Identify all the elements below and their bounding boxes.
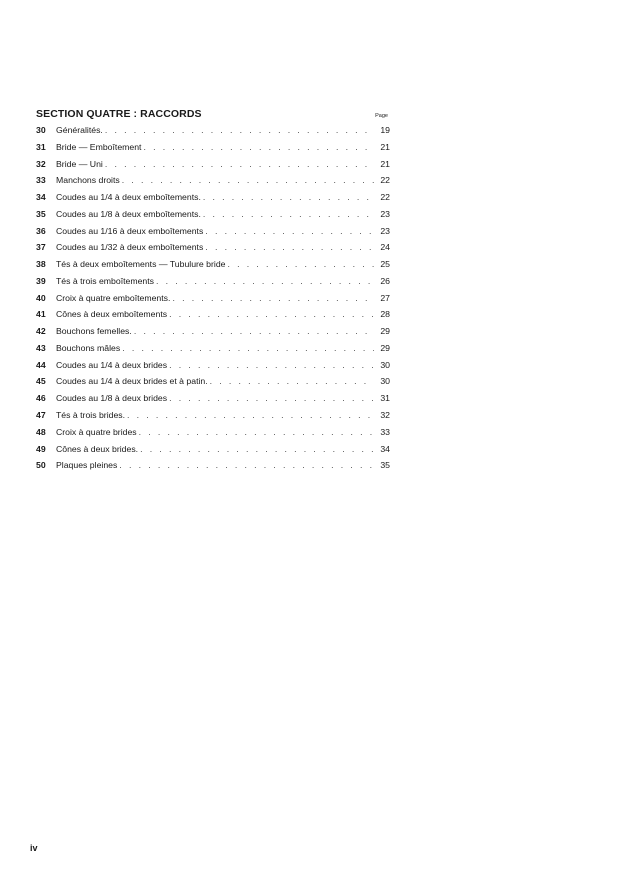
dot-leader [139,427,374,437]
entry-page-number: 21 [380,158,390,169]
entry-number: 45 [36,376,46,387]
dot-leader [105,159,374,169]
dot-leader [140,444,374,454]
dot-leader [156,276,374,286]
entry-title: Cônes à deux emboîtements [56,309,168,320]
entry-page-number: 19 [380,125,390,135]
dot-leader [172,293,374,303]
dot-leader [134,326,374,336]
toc-entry [36,142,390,159]
entry-page-number: 24 [380,242,390,253]
dot-leader [143,142,374,152]
toc-entry [36,175,390,192]
page-column-header: Page [375,113,388,119]
entry-page-number: 25 [380,259,390,270]
toc-list [36,125,390,477]
toc-entry [36,293,390,310]
toc-entry [36,259,390,276]
dot-leader [119,460,374,470]
entry-title: Bouchons mâles [56,342,121,353]
entry-page-number: 23 [380,208,390,219]
entry-title: Croix à quatre brides [56,426,137,437]
entry-page-number: 34 [380,443,390,454]
entry-number: 40 [36,292,46,303]
dot-leader [122,175,374,185]
entry-page-number: 23 [380,225,390,236]
dot-leader [169,309,374,319]
toc-entry [36,360,390,377]
entry-title: Coudes au 1/4 à deux brides [56,359,168,370]
toc-entry [36,309,390,326]
dot-leader [122,343,374,353]
entry-number: 48 [36,426,46,437]
section-title: SECTION QUATRE : RACCORDS [36,108,202,120]
dot-leader [169,393,374,403]
toc-entry [36,276,390,293]
entry-page-number: 26 [380,275,390,286]
dot-leader [105,125,374,135]
entry-page-number: 30 [380,359,390,370]
entry-title: Croix à quatre emboîtements. [56,292,171,303]
entry-title: Tés à trois emboîtements [56,275,155,286]
toc-entry [36,226,390,243]
entry-title: Bride — Emboîtement [56,141,142,152]
toc-entry [36,460,390,477]
toc-entry [36,125,390,142]
toc-entry [36,192,390,209]
page-folio: iv [30,843,38,853]
entry-title: Coudes au 1/16 à deux emboîtements [56,225,204,236]
entry-page-number: 31 [380,393,390,404]
entry-page-number: 28 [380,309,390,320]
entry-number: 35 [36,208,46,219]
entry-number: 41 [36,309,46,320]
entry-page-number: 29 [380,326,390,337]
entry-title: Bouchons femelles. [56,326,132,337]
dot-leader [203,209,374,219]
entry-title: Plaques pleines [56,460,118,471]
toc-header [36,108,390,125]
dot-leader [127,410,374,420]
entry-number: 30 [36,125,46,135]
entry-page-number: 27 [380,292,390,303]
entry-page-number: 22 [380,192,390,203]
toc-entry [36,376,390,393]
entry-title: Coudes au 1/4 à deux emboîtements. [56,192,201,203]
entry-page-number: 35 [380,460,390,471]
entry-page-number: 30 [380,376,390,387]
toc-entry [36,343,390,360]
entry-title: Coudes au 1/8 à deux brides [56,393,168,404]
entry-number: 37 [36,242,46,253]
entry-page-number: 29 [380,342,390,353]
entry-title: Tés à deux emboîtements — Tubulure bride [56,259,226,270]
toc-entry [36,444,390,461]
entry-number: 49 [36,443,46,454]
entry-page-number: 22 [380,175,390,186]
entry-page-number: 21 [380,141,390,152]
entry-title: Cônes à deux brides. [56,443,139,454]
toc-entry [36,410,390,427]
toc-entry [36,427,390,444]
entry-number: 44 [36,359,46,370]
entry-title: Coudes au 1/32 à deux emboîtements [56,242,204,253]
dot-leader [169,360,374,370]
entry-page-number: 32 [380,410,390,421]
dot-leader [203,192,374,202]
entry-number: 38 [36,259,46,270]
entry-number: 31 [36,141,46,152]
toc-entry [36,326,390,343]
entry-title: Tés à trois brides. [56,410,126,421]
entry-number: 33 [36,175,46,186]
dot-leader [205,226,374,236]
dot-leader [210,376,374,386]
entry-number: 32 [36,158,46,169]
entry-number: 39 [36,275,46,286]
entry-title: Bride — Uni [56,158,103,169]
entry-number: 34 [36,192,46,203]
toc-entry [36,242,390,259]
entry-number: 36 [36,225,46,236]
toc-entry [36,393,390,410]
entry-title: Manchons droits [56,175,120,186]
dot-leader [228,259,375,269]
entry-page-number: 33 [380,426,390,437]
entry-number: 43 [36,342,46,353]
dot-leader [205,242,374,252]
toc-entry [36,159,390,176]
toc-entry [36,209,390,226]
entry-title: Coudes au 1/4 à deux brides et à patin. [56,376,208,387]
entry-number: 50 [36,460,46,471]
entry-number: 47 [36,410,46,421]
entry-title: Coudes au 1/8 à deux emboîtements. [56,208,201,219]
entry-number: 46 [36,393,46,404]
entry-number: 42 [36,326,46,337]
entry-title: Généralités. [56,125,103,135]
table-of-contents [36,108,390,477]
